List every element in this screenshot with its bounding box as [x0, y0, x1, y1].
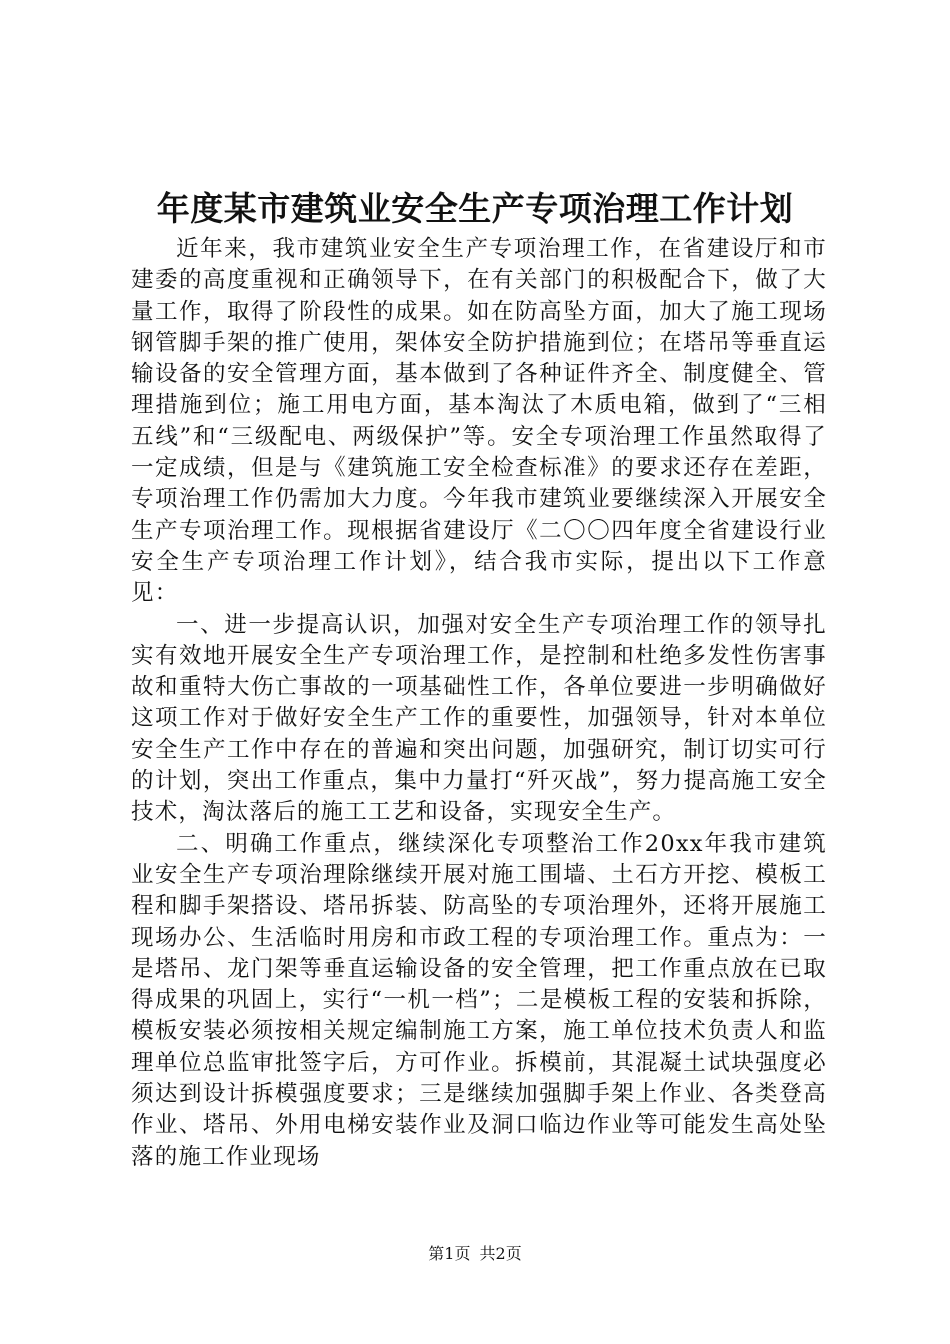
paragraph-section-2: 二、明确工作重点，继续深化专项整治工作20xx年我市建筑业安全生产专项治理除继续开展对施工围墙、土石方开挖、模板工程和脚手架搭设、塔吊拆装、防高坠的专项治理外，还将开展施工现场办公、生活临时用房和市政工程的专项治理工作。重点为：一是塔吊、龙门架等垂直运输设备的安全管理，把工作重点放在已取得成果的巩固上，实行“一机一档”；二是模板工程的安装和拆除，模板安装必须按相关规定编制施工方案，施工单位技术负责人和监理单位总监审批签字后，方可作业。拆模前，其混凝土试块强度必须达到设计拆模强度要求；三是继续加强脚手架上作业、各类登高作业、塔吊、外用电梯安装作业及洞口临边作业等可能发生高处坠落的施工作业现场: [131, 830, 827, 1170]
paragraph-section-1: 一、进一步提高认识，加强对安全生产专项治理工作的领导扎实有效地开展安全生产专项治理工作，是控制和杜绝多发性伤害事故和重特大伤亡事故的一项基础性工作，各单位要进一步明确做好这项工作对于做好安全生产工作的重要性，加强领导，针对本单位安全生产工作中存在的普遍和突出问题，加强研究，制订切实可行的计划，突出工作重点，集中力量打“歼灭战”，努力提高施工安全技术，淘汰落后的施工工艺和设备，实现安全生产。: [131, 611, 827, 826]
document-title: 年度某市建筑业安全生产专项治理工作计划: [156, 189, 794, 228]
page-footer: [0, 1244, 950, 1264]
page-number: 第1页: [428, 1244, 471, 1263]
document-body: [131, 234, 827, 1173]
page-total: 共2页: [479, 1244, 522, 1263]
paragraph-intro: 近年来，我市建筑业安全生产专项治理工作，在省建设厅和市建委的高度重视和正确领导下，在有关部门的积极配合下，做了大量工作，取得了阶段性的成果。如在防高坠方面，加大了施工现场钢管脚手架的推广使用，架体安全防护措施到位；在塔吊等垂直运输设备的安全管理方面，基本做到了各种证件齐全、制度健全、管理措施到位；施工用电方面，基本淘汰了木质电箱，做到了“三相五线”和“三级配电、两级保护”等。安全专项治理工作虽然取得了一定成绩，但是与《建筑施工安全检查标准》的要求还存在差距，专项治理工作仍需加大力度。今年我市建筑业要继续深入开展安全生产专项治理工作。现根据省建设厅《二〇〇四年度全省建设行业安全生产专项治理工作计划》，结合我市实际，提出以下工作意见：: [131, 236, 827, 607]
